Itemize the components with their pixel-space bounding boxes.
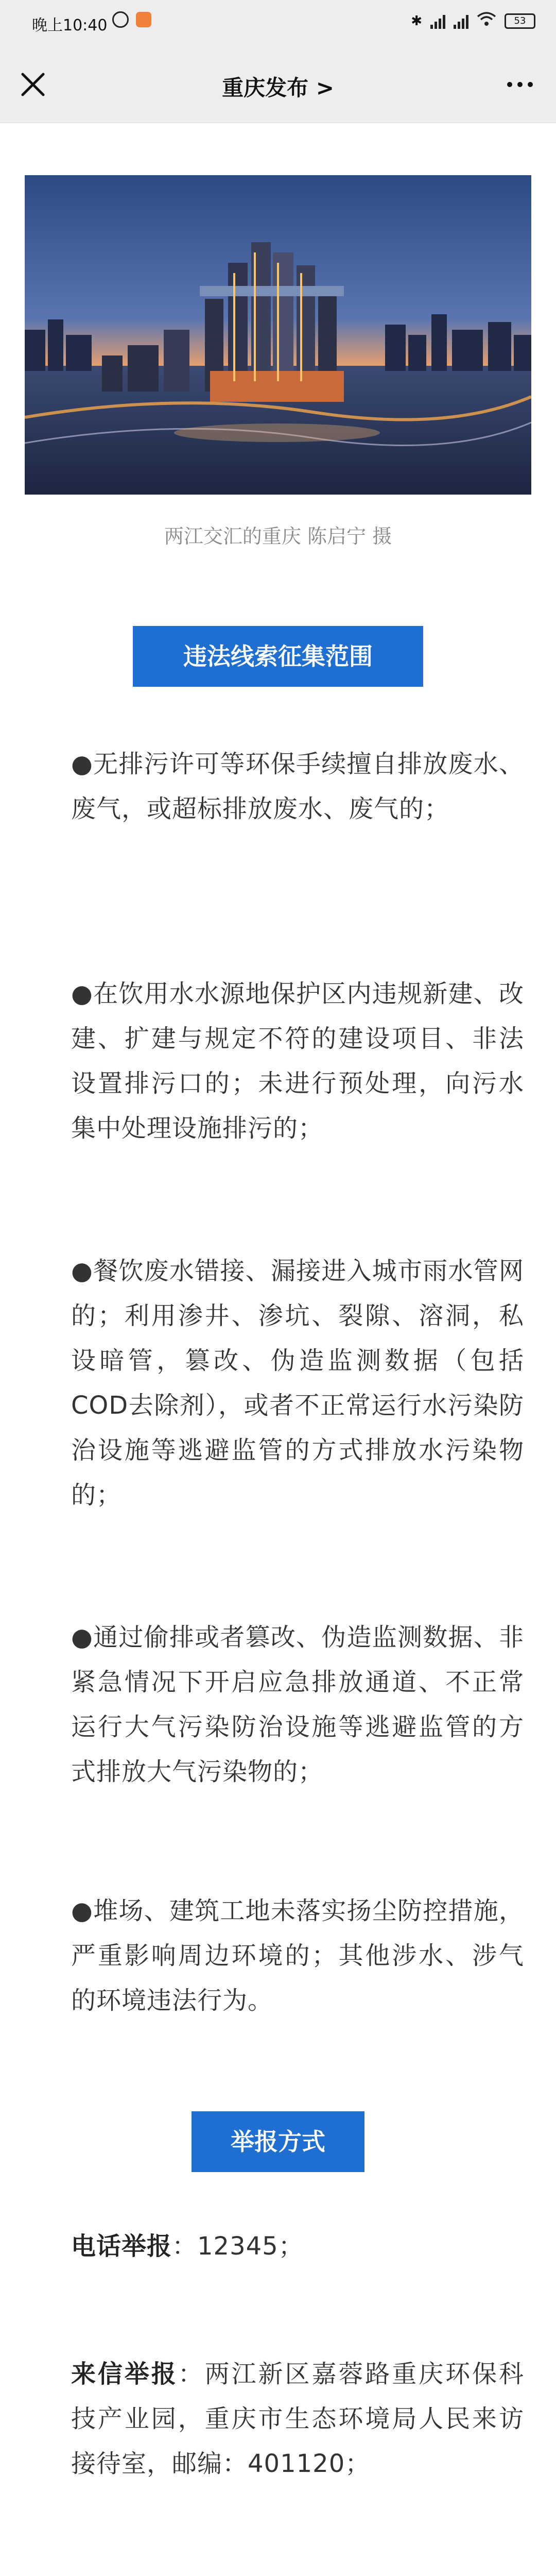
status-right-icons xyxy=(411,11,535,30)
status-bar xyxy=(0,0,556,45)
more-icon[interactable] xyxy=(505,70,535,99)
mail-report-label: 来信举报 xyxy=(71,2360,178,2388)
bluetooth-icon: ✱ xyxy=(411,13,422,29)
section-heading-report-methods: 举报方式 xyxy=(192,2111,364,2172)
image-caption: 两江交汇的重庆 陈启宁 摄 xyxy=(164,525,392,548)
battery-icon: 53 xyxy=(505,13,535,29)
mail-report-value: ：两江新区嘉蓉路重庆环保科技产业园，重庆市生态环境局人民来访接待室，邮编：401120； xyxy=(71,2360,524,2478)
nav-bar xyxy=(0,45,556,123)
mail-report xyxy=(71,2352,524,2486)
phone-report-label: 电话举报 xyxy=(71,2232,172,2261)
wifi-icon xyxy=(477,11,496,30)
signal-icon-2 xyxy=(454,13,468,29)
clue-item-4: ●通过偷排或者篡改、伪造监测数据、非紧急情况下开启应急排放通道、不正常运行大气污染防治设施等逃避监管的方式排放大气污染物的； xyxy=(71,1623,524,1786)
clue-item-3: ●餐饮废水错接、漏接进入城市雨水管网的；利用渗井、渗坑、裂隙、溶洞，私设暗管，篡改、伪造监测数据（包括COD去除剂），或者不正常运行水污染防治设施等逃避监管的方式排放水污染物的； xyxy=(71,1257,524,1510)
section-heading-clue-scope: 违法线索征集范围 xyxy=(133,626,423,687)
phone-report xyxy=(71,2224,524,2269)
status-time: 晚上10:40 xyxy=(32,16,108,35)
clue-item-5: ●堆场、建筑工地未落实扬尘防控措施，严重影响周边环境的；其他涉水、涉气的环境违法行为。 xyxy=(71,1896,524,2015)
signal-icon xyxy=(430,13,445,29)
notification-icon xyxy=(136,12,151,27)
hero-image xyxy=(25,175,531,495)
status-left-icons xyxy=(112,11,151,28)
clue-item-1: ●无排污许可等环保手续擅自排放废水、废气，或超标排放废水、废气的； xyxy=(71,750,524,823)
clue-item-2: ●在饮用水水源地保护区内违规新建、改建、扩建与规定不符的建设项目、非法设置排污口的；未进行预处理，向污水集中处理设施排污的； xyxy=(71,979,524,1143)
alarm-icon xyxy=(112,11,129,28)
phone-report-value: ：12345； xyxy=(172,2232,304,2261)
page-title[interactable]: 重庆发布 > xyxy=(222,75,334,100)
